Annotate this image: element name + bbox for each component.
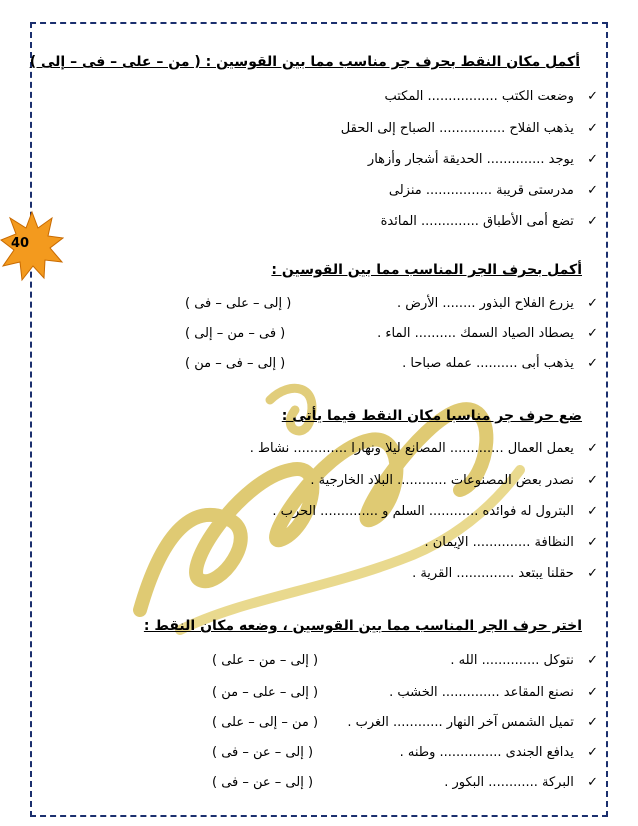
check-mark-icon: ✓	[587, 775, 598, 790]
list-item	[368, 152, 598, 167]
item-text: النظافة .............. الإيمان .	[424, 535, 574, 550]
check-mark-icon: ✓	[587, 89, 598, 104]
check-mark-icon: ✓	[587, 121, 598, 136]
badge-number: 40	[11, 236, 30, 251]
check-mark-icon: ✓	[587, 473, 598, 488]
item-text: يزرع الفلاح البذور ........ الأرض .	[396, 296, 574, 311]
item-text: يوجد .............. الحديقة أشجار وأزهار	[367, 152, 574, 167]
list-item	[450, 653, 598, 668]
check-mark-icon: ✓	[587, 566, 598, 581]
list-item	[425, 535, 599, 550]
list-item	[272, 504, 598, 519]
item-options: ( إلى – على – فى )	[185, 296, 292, 311]
item-text: نتوكل .............. الله .	[450, 653, 574, 668]
item-options: ( إلى – من – على )	[212, 653, 319, 668]
list-item	[341, 121, 598, 136]
list-item	[389, 183, 598, 198]
list-item	[444, 775, 598, 790]
list-item	[381, 214, 598, 229]
item-options: ( من – إلى – على )	[212, 715, 319, 730]
item-text: تضع أمى الأطباق .............. المائدة	[380, 214, 574, 229]
list-item	[250, 441, 598, 456]
section1-heading: أكمل مكان النقط بحرف جر مناسب مما بين القوسين : ( من – على – فى – إلى )	[29, 54, 580, 70]
item-text: البترول له فوائده ............ السلم و .............. الحرب .	[272, 504, 574, 519]
check-mark-icon: ✓	[587, 356, 598, 371]
list-item	[377, 326, 598, 341]
item-text: يذهب الفلاح ................ الصباح إلى الحقل	[340, 121, 574, 136]
item-text: يدافع الجندى ............... وطنه .	[399, 745, 574, 760]
item-text: وضعت الكتب ................. المكتب	[384, 89, 574, 104]
item-text: يصطاد الصياد السمك .......... الماء .	[377, 326, 574, 341]
check-mark-icon: ✓	[587, 152, 598, 167]
item-options: ( فى – من – إلى )	[185, 326, 286, 341]
list-item	[397, 296, 598, 311]
item-text: يعمل العمال ............. المصانع ليلا ونهارا ............. نشاط .	[249, 441, 574, 456]
item-text: حقلنا يبتعد .............. القرية .	[412, 566, 574, 581]
section2-heading: أكمل بحرف الجر المناسب مما بين القوسين :	[271, 262, 582, 278]
check-mark-icon: ✓	[587, 504, 598, 519]
item-options: ( إلى – عن – فى )	[212, 745, 314, 760]
item-text: البركة ............ البكور .	[444, 775, 574, 790]
check-mark-icon: ✓	[587, 685, 598, 700]
item-text: نصنع المقاعد .............. الخشب .	[389, 685, 574, 700]
item-text: مدرستى قريبة ................ منزلى	[388, 183, 574, 198]
check-mark-icon: ✓	[587, 183, 598, 198]
list-item	[412, 566, 598, 581]
check-mark-icon: ✓	[587, 214, 598, 229]
list-item	[389, 685, 598, 700]
check-mark-icon: ✓	[587, 715, 598, 730]
item-options: ( إلى – عن – فى )	[212, 775, 314, 790]
list-item	[310, 473, 598, 488]
list-item	[402, 356, 598, 371]
list-item	[384, 89, 598, 104]
item-text: تميل الشمس آخر النهار ............ الغرب .	[347, 715, 574, 730]
check-mark-icon: ✓	[587, 441, 598, 456]
starburst-badge-icon	[0, 210, 64, 282]
item-text: نصدر بعض المصنوعات ............ البلاد الخارجية .	[310, 473, 574, 488]
check-mark-icon: ✓	[587, 326, 598, 341]
check-mark-icon: ✓	[587, 535, 598, 550]
list-item	[400, 745, 598, 760]
check-mark-icon: ✓	[587, 745, 598, 760]
section3-heading: ضع حرف جر مناسبا مكان النقط فيما يأتى :	[281, 408, 582, 424]
section4-heading: اختر حرف الجر المناسب مما بين القوسين ، وضعه مكان النقط :	[143, 618, 582, 634]
item-options: ( إلى – على – من )	[212, 685, 319, 700]
check-mark-icon: ✓	[587, 653, 598, 668]
check-mark-icon: ✓	[587, 296, 598, 311]
list-item	[347, 715, 598, 730]
item-text: يذهب أبى .......... عمله صباحا .	[402, 356, 574, 371]
item-options: ( إلى – فى – من )	[185, 356, 286, 371]
